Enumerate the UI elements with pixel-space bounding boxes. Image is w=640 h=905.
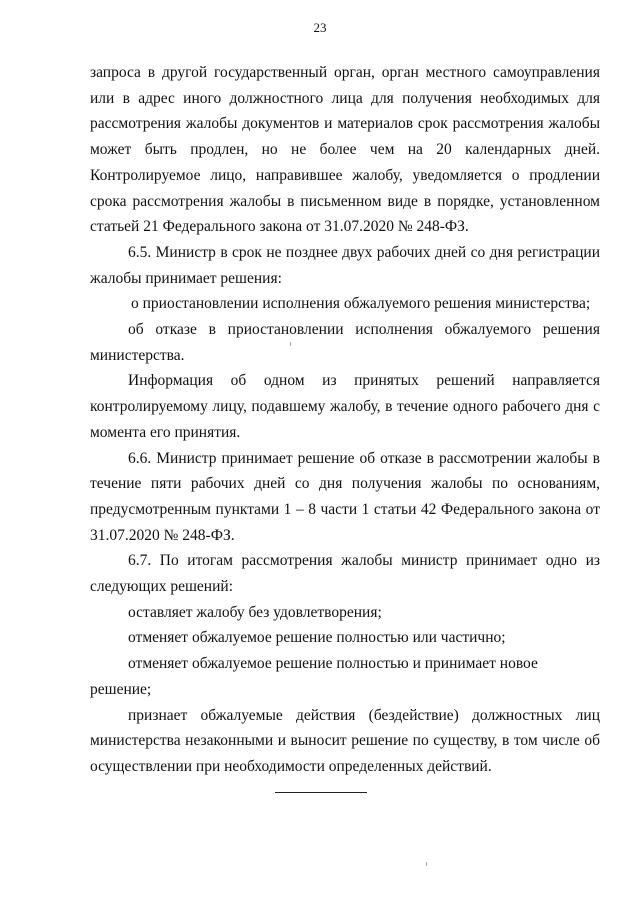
list-item-cancel-decision: отменяет обжалуемое решение полностью или частично; <box>128 629 506 647</box>
paragraph-6-6: 6.6. Министр принимает решение об отказе в рассмотрении жалобы в течение пяти рабочих дней со дня получения жалобы по основаниям, предусмотренным пунктами 1 – 8 части 1 статьи 42 Федерального закона от 31.07.2020 № 248-ФЗ. <box>90 449 600 544</box>
list-item-leave-unsatisfied: оставляет жалобу без удовлетворения; <box>128 603 382 621</box>
paragraph-6-5: 6.5. Министр в срок не позднее двух рабочих дней со дня регистрации жалобы принимает решения: <box>90 243 600 287</box>
list-item-unlawful-actions: признает обжалуемые действия (бездействие) должностных лиц министерства незаконными и выносит решение по существу, в том числе об осуществлении при необходимости определенных действий. <box>90 706 600 775</box>
list-item-refusal-suspension: об отказе в приостановлении исполнения обжалуемого решения министерства. <box>90 321 600 364</box>
scan-speck <box>290 342 291 346</box>
paragraph-information: Информация об одном из принятых решений направляется контролируемому лицу, подавшему жалобу, в течение одного рабочего дня с момента его принятия. <box>90 372 600 441</box>
list-item-cancel-new-decision: отменяет обжалуемое решение полностью и принимает новое решение; <box>90 655 538 698</box>
paragraph-continuation: запроса в другой государственный орган, орган местного самоуправления или в адрес иного должностного лица для получения необходимых для рассмотрения жалобы документов и материалов срок рассмотрения жалобы может быть продлен, но не более чем на 20 календарных дней. Контролируемое лицо, направившее жалобу, уведомляется о продлении срока рассмотрения жалобы в письменном виде в порядке, установленном статьей 21 Федерального закона от 31.07.2020 № 248-ФЗ. <box>90 64 600 236</box>
scan-speck <box>426 862 427 866</box>
list-item-suspension: о приостановлении исполнения обжалуемого решения министерства; <box>131 295 591 313</box>
document-body <box>90 60 600 780</box>
page-number: 23 <box>313 20 327 35</box>
paragraph-6-7: 6.7. По итогам рассмотрения жалобы министр принимает одно из следующих решений: <box>90 552 600 596</box>
closing-rule <box>275 792 367 793</box>
